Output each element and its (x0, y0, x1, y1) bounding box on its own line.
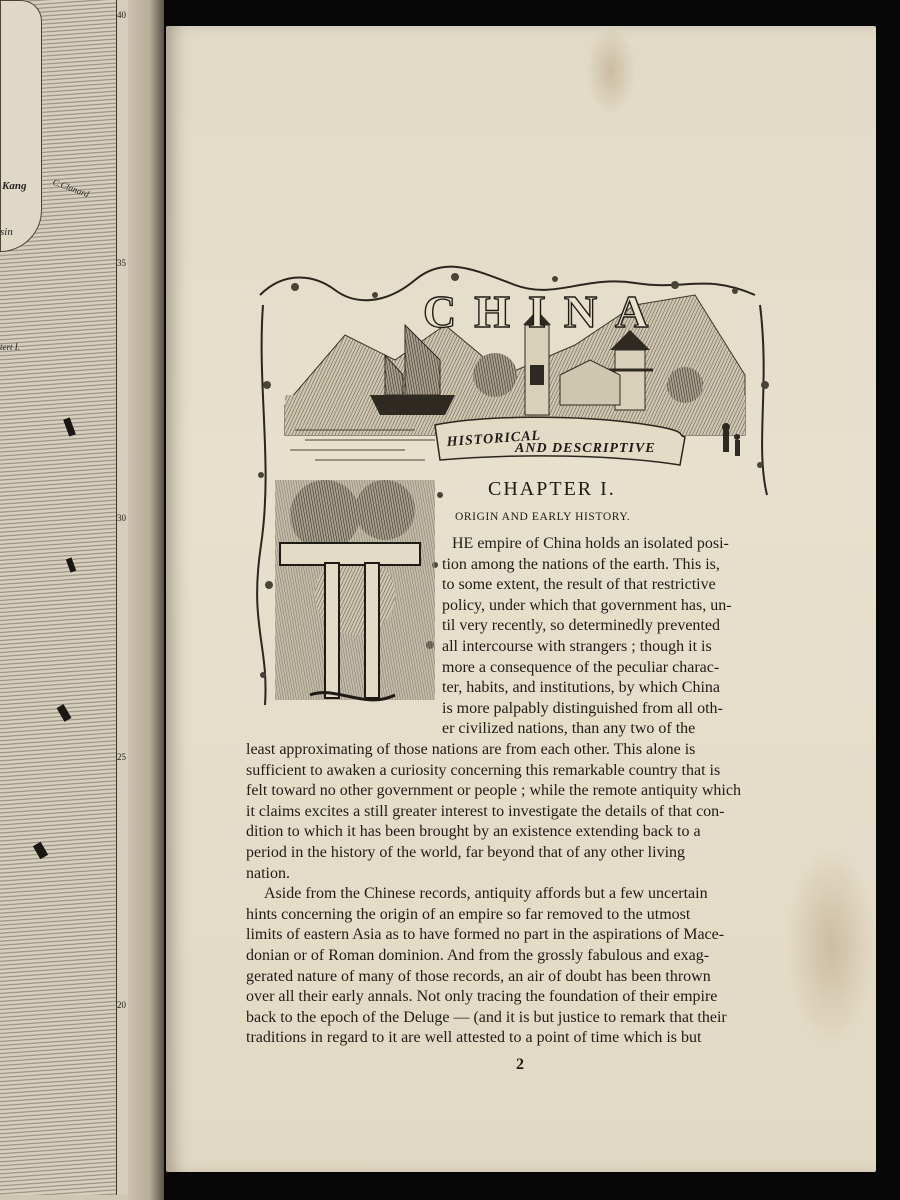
body-text-line: limits of eastern Asia as to have formed no part in the aspirations of Mace- (246, 926, 725, 944)
body-text-line: tion among the nations of the earth. This is, (442, 555, 720, 573)
body-text-line: it claims excites a still greater interest to investigate the details of that con- (246, 802, 725, 820)
map-latitude-label: 30 (117, 513, 126, 523)
body-text-line: hints concerning the origin of an empire so far removed to the utmost (246, 905, 691, 923)
body-text-line: dition to which it has been brought by an existence extending back to a (246, 823, 701, 841)
map-place-label: C.Clanard (51, 176, 91, 200)
map-latitude-label: 20 (117, 1000, 126, 1010)
body-text-line: period in the history of the world, far beyond that of any other living (246, 844, 686, 861)
vignette-subtitle-2: AND DESCRIPTIVE (515, 441, 656, 456)
map-place-label: tert I. (0, 342, 20, 352)
chapter-title: CHAPTER I. (488, 478, 616, 500)
drop-cap-letter: T (255, 265, 256, 266)
body-text-line: traditions in regard to it are well attested to a point of time which is but (246, 1029, 702, 1047)
body-text-line: felt toward no other government or people ; while the remote antiquity which (246, 782, 741, 800)
body-text-line: all intercourse with strangers ; though it is (442, 638, 712, 655)
body-text-line: nation. (246, 864, 290, 882)
body-text-line: Aside from the Chinese records, antiquity affords but a few uncertain (264, 885, 708, 903)
vignette-subtitle-1: HISTORICAL (446, 428, 542, 450)
body-text-line: gerated nature of many of those records, an air of doubt has been thrown (246, 967, 711, 985)
body-text-line: til very recently, so determinedly prevented (442, 617, 720, 635)
map-latitude-label: 25 (117, 752, 126, 762)
map-latitude-label: 35 (117, 258, 126, 268)
body-text-line: back to the epoch of the Deluge — (and it is but justice to remark that their (246, 1008, 727, 1026)
map-latitude-label: 40 (117, 10, 126, 20)
body-text-line: HE empire of China holds an isolated posi- (452, 535, 729, 552)
page-stain (586, 26, 636, 116)
page-number: 2 (516, 1056, 524, 1073)
body-text-line: er civilized nations, than any two of the (442, 720, 696, 738)
body-text-line: donian or of Roman dominion. And from the grossly fabulous and exag- (246, 947, 710, 964)
body-text-line: least approximating of those nations are from each other. This alone is (246, 741, 696, 758)
body-text-line: is more palpably distinguished from all oth- (442, 699, 723, 717)
section-title: ORIGIN AND EARLY HISTORY. (455, 511, 631, 523)
body-text-line: policy, under which that government has, un- (442, 596, 732, 614)
body-text-line: over all their early annals. Not only tracing the foundation of their empire (246, 988, 718, 1006)
page-stain (786, 846, 876, 1046)
vignette-title: CHINA (423, 286, 667, 337)
body-text-line: more a consequence of the peculiar charac- (442, 658, 720, 676)
map-place-label: Kang (2, 180, 27, 192)
book-gutter (128, 0, 164, 1200)
body-text-line: to some extent, the result of that restrictive (442, 576, 716, 594)
body-text-line: sufficient to awaken a curiosity concerning this remarkable country that is (246, 761, 721, 779)
map-coastline (0, 0, 42, 252)
body-text-line: ter, habits, and institutions, by which China (442, 679, 720, 697)
map-place-label: sin (0, 226, 13, 238)
